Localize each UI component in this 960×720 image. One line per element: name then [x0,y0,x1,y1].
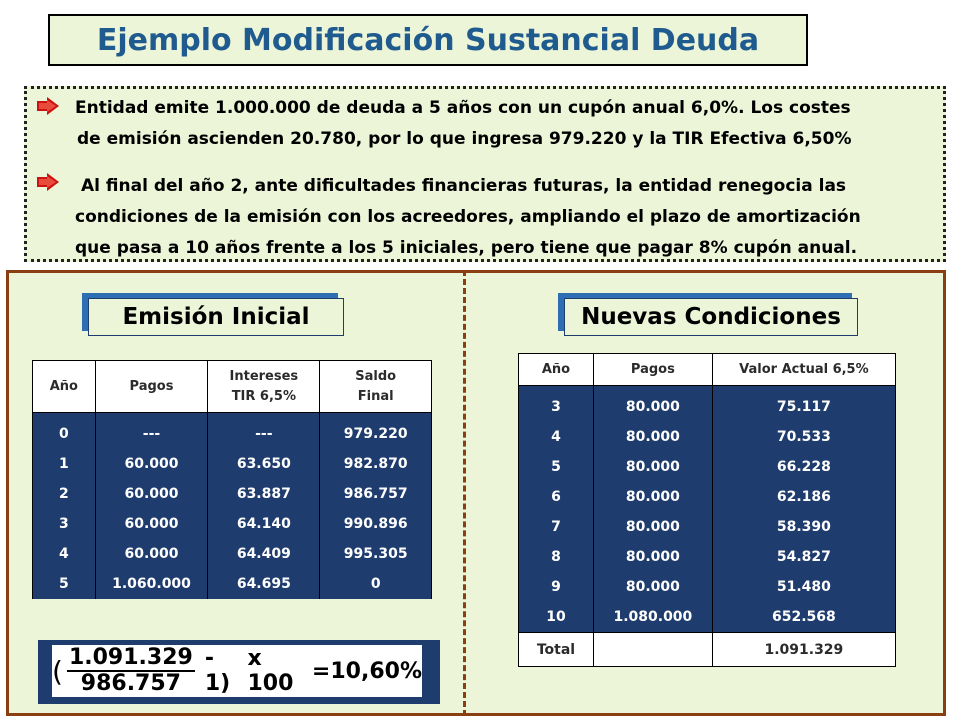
formula-denominator: 986.757 [80,671,181,696]
cell-payment: 60.000 [95,449,208,479]
cell-present-value: 66.228 [712,452,895,482]
bullet-1-line-1: Entidad emite 1.000.000 de deuda a 5 años con un cupón anual 6,0%. Los costes [75,98,851,118]
bullet-1-line-2: de emisión ascienden 20.780, por lo que ingresa 979.220 y la TIR Efectiva 6,50% [77,129,852,149]
table-row [33,509,432,539]
cell-present-value: 652.568 [712,602,895,633]
col-header-year: Año [33,361,96,413]
cell-year: 4 [33,539,96,569]
cell-payment: 60.000 [95,479,208,509]
table-row [33,479,432,509]
cell-interest: --- [208,413,320,450]
cell-year: 3 [33,509,96,539]
bullet-2-line-1: Al final del año 2, ante dificultades financieras futuras, la entidad renegocia las [81,176,847,196]
bullet-2 [75,171,861,264]
cell-balance: 995.305 [320,539,432,569]
cell-balance: 982.870 [320,449,432,479]
col-header-payments: Pagos [593,354,712,386]
cell-year: 5 [33,569,96,599]
col-header-balance-line-1: Saldo [355,368,397,384]
cell-interest: 63.650 [208,449,320,479]
cell-payment: 60.000 [95,539,208,569]
col-header-interest-line-1: Intereses [229,368,299,384]
table-row [519,572,896,602]
cell-present-value: 75.117 [712,386,895,423]
initial-issue-badge-label: Emisión Inicial [122,304,310,330]
cell-payment: 60.000 [95,509,208,539]
col-header-interest [208,361,320,413]
bullet-2-line-2: condiciones de la emisión con los acreedores, ampliando el plazo de amortización [75,207,861,227]
col-header-payments: Pagos [95,361,208,413]
col-header-present-value: Valor Actual 6,5% [712,354,895,386]
formula-fraction [67,646,195,696]
bullet-2-line-3: que pasa a 10 años frente a los 5 iniciales, pero tiene que pagar 8% cupón anual. [75,238,858,258]
tir-formula-box [38,640,440,704]
title-box [48,14,808,66]
cell-year: 5 [519,452,594,482]
cell-interest: 64.409 [208,539,320,569]
cell-balance: 979.220 [320,413,432,450]
cell-present-value: 70.533 [712,422,895,452]
cell-year: 10 [519,602,594,633]
cell-year: 8 [519,542,594,572]
table-row [519,452,896,482]
new-conditions-badge-label: Nuevas Condiciones [581,304,841,330]
cell-interest: 64.695 [208,569,320,599]
new-conditions-table [518,353,896,667]
cell-interest: 63.887 [208,479,320,509]
formula-minus-one: - 1) [204,646,231,696]
table-row [519,482,896,512]
cell-payment: 80.000 [593,542,712,572]
table-row [33,539,432,569]
table-row [519,422,896,452]
cell-payment: 80.000 [593,482,712,512]
cell-payment: 80.000 [593,572,712,602]
table-row [33,569,432,599]
table-row [519,602,896,633]
table-row [519,512,896,542]
bullet-1 [75,93,852,155]
cell-payment: 80.000 [593,512,712,542]
table-row [33,449,432,479]
cell-balance: 986.757 [320,479,432,509]
col-header-balance-line-2: Final [357,388,394,404]
formula-times-100: x 100 [247,646,294,696]
arrow-bullet-icon [37,97,59,115]
cell-year: 4 [519,422,594,452]
table-row [519,386,896,423]
cell-present-value: 54.827 [712,542,895,572]
new-conditions-badge [564,298,858,336]
cell-present-value: 62.186 [712,482,895,512]
panel-divider [463,270,466,716]
col-header-balance [320,361,432,413]
total-label: Total [519,633,594,667]
cell-payment: 1.060.000 [95,569,208,599]
cell-year: 0 [33,413,96,450]
cell-year: 6 [519,482,594,512]
formula-numerator: 1.091.329 [68,645,193,670]
table-row [519,542,896,572]
cell-year: 1 [33,449,96,479]
total-empty-cell [593,633,712,667]
arrow-bullet-icon [37,173,59,191]
formula-result: =10,60% [311,658,422,684]
cell-balance: 0 [320,569,432,599]
total-value: 1.091.329 [712,633,895,667]
cell-year: 2 [33,479,96,509]
col-header-interest-line-2: TIR 6,5% [231,388,296,404]
initial-issue-badge [88,298,344,336]
cell-present-value: 58.390 [712,512,895,542]
initial-issue-table [32,360,432,599]
cell-payment: 80.000 [593,386,712,423]
table-total-row [519,633,896,667]
cell-payment: 80.000 [593,422,712,452]
cell-present-value: 51.480 [712,572,895,602]
cell-payment: 1.080.000 [593,602,712,633]
cell-year: 3 [519,386,594,423]
col-header-year: Año [519,354,594,386]
table-row [33,413,432,450]
cell-year: 7 [519,512,594,542]
cell-payment: 80.000 [593,452,712,482]
tir-formula [52,645,422,697]
cell-payment: --- [95,413,208,450]
cell-balance: 990.896 [320,509,432,539]
page-title: Ejemplo Modificación Sustancial Deuda [96,22,760,58]
formula-open-paren: ( [52,654,63,688]
cell-interest: 64.140 [208,509,320,539]
cell-year: 9 [519,572,594,602]
intro-box [24,86,946,262]
